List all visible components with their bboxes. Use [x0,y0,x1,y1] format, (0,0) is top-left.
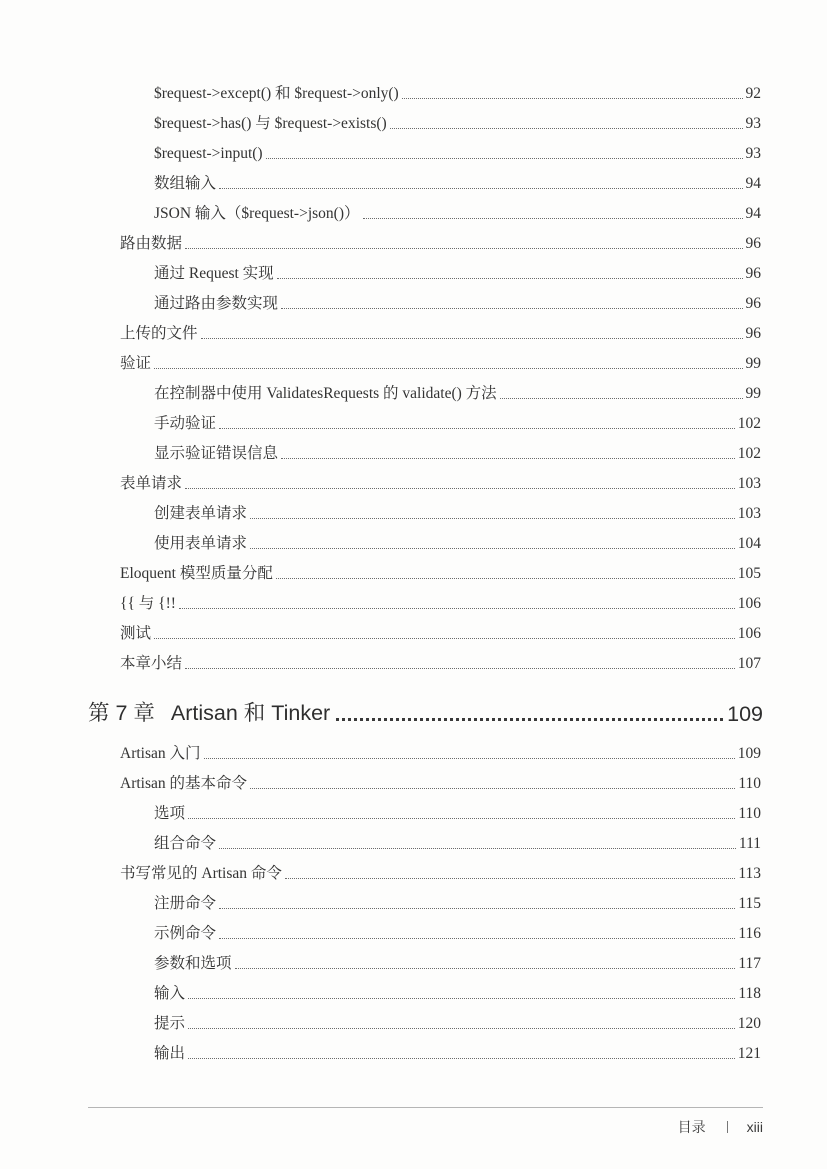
dot-leader [266,158,743,159]
toc-entry-page: 99 [745,385,761,402]
toc-entry-page: 113 [738,865,761,882]
dot-leader [201,338,743,339]
toc-entry-title: 路由数据 [120,235,183,252]
toc-entry[interactable] [154,920,761,944]
toc-entry[interactable] [120,650,761,674]
dot-leader [285,878,735,879]
toc-entry[interactable] [120,740,761,764]
toc-entry[interactable] [154,260,761,284]
dot-leader [390,128,743,129]
dot-leader [188,1028,735,1029]
toc-entry[interactable] [120,230,761,254]
toc-entry-page: 105 [737,565,761,582]
toc-entry-title: 创建表单请求 [154,505,248,522]
toc-entry-title: $request->except() 和 $request->only() [154,85,399,102]
dot-leader [219,938,735,939]
toc-entry[interactable] [154,410,761,434]
toc-entry-page: 102 [737,445,761,462]
toc-entry[interactable] [154,980,761,1004]
toc-entry-page: 110 [738,805,761,822]
toc-entry-title: 组合命令 [154,835,217,852]
toc-entry[interactable] [154,800,761,824]
toc-entry-page: 93 [745,115,761,132]
toc-entry[interactable] [154,140,761,164]
dot-leader [250,518,735,519]
toc-entry-page: 92 [745,85,761,102]
page-footer [678,1116,763,1138]
toc-entry[interactable] [120,350,761,374]
dot-leader [250,548,735,549]
toc-entry[interactable] [154,950,761,974]
footer-section-label: 目录 [677,1119,706,1135]
toc-entry-page: 106 [737,625,761,642]
toc-entry-title: Eloquent 模型质量分配 [120,565,273,582]
dot-leader [154,368,742,369]
dot-leader [336,718,723,721]
footer-separator [727,1121,728,1133]
toc-entry-page: 117 [738,955,761,972]
footer-divider [88,1107,763,1108]
toc-entry-page: 116 [738,925,761,942]
toc-entry[interactable] [154,1040,761,1064]
toc-entry-title: 测试 [120,625,152,642]
toc-entry-page: 99 [745,355,761,372]
toc-entry-title: 输出 [154,1045,186,1062]
toc-entry-title: 示例命令 [154,925,217,942]
toc-entry-title: $request->input() [154,145,263,162]
toc-entry-title: Artisan 的基本命令 [120,775,248,792]
toc-entry[interactable] [120,320,761,344]
toc-entry-title: 上传的文件 [120,325,198,342]
toc-entry-page: 121 [737,1045,761,1062]
toc-entry-page: 96 [745,235,761,252]
toc-entry-title: 手动验证 [154,415,217,432]
toc-entry-title: Artisan 入门 [120,745,201,762]
chapter-number: 第 7 章 [88,701,155,725]
dot-leader [402,98,743,99]
toc-entry-page: 115 [738,895,761,912]
toc-entry-page: 96 [745,265,761,282]
toc-entry[interactable] [154,440,761,464]
toc-entry[interactable] [154,1010,761,1034]
dot-leader [281,308,742,309]
toc-entry[interactable] [154,110,761,134]
toc-entry[interactable] [154,530,761,554]
toc-entry-title: 注册命令 [154,895,217,912]
toc-entry-title: 书写常见的 Artisan 命令 [120,865,282,882]
toc-entry-page: 110 [738,775,761,792]
dot-leader [219,188,742,189]
toc-entry-title: 输入 [154,985,186,1002]
toc-entry-title: JSON 输入（$request->json()） [154,205,360,222]
toc-entry-page: 120 [737,1015,761,1032]
toc-entry-title: $request->has() 与 $request->exists() [154,115,387,132]
dot-leader [188,1058,735,1059]
toc-entry-title: 显示验证错误信息 [154,445,279,462]
toc-entry[interactable] [154,890,761,914]
toc-entry-page: 102 [737,415,761,432]
dot-leader [219,428,735,429]
dot-leader [281,458,735,459]
toc-entry-title: 在控制器中使用 ValidatesRequests 的 validate() 方法 [154,385,497,402]
toc-entry[interactable] [120,860,761,884]
toc-entry-page: 94 [745,205,761,222]
toc-entry-page: 106 [737,595,761,612]
toc-entry[interactable] [154,380,761,404]
toc-entry-page: 94 [745,175,761,192]
toc-entry[interactable] [120,470,761,494]
toc-entry[interactable] [120,770,761,794]
dot-leader [250,788,735,789]
dot-leader [188,998,735,999]
dot-leader [154,638,735,639]
toc-entry-page: 111 [738,835,761,852]
toc-entry-page: 96 [745,295,761,312]
dot-leader [185,668,735,669]
toc-entry[interactable] [154,290,761,314]
toc-entry-page: 118 [738,985,761,1002]
dot-leader [235,968,736,969]
toc-entry-title: 本章小结 [120,655,183,672]
toc-entry[interactable] [154,830,761,854]
dot-leader [500,398,743,399]
toc-entry-title: 表单请求 [120,475,183,492]
dot-leader [185,488,735,489]
toc-entry-page: 103 [737,505,761,522]
toc-entry[interactable] [120,620,761,644]
toc-entry-title: 数组输入 [154,175,217,192]
toc-entry[interactable] [120,590,761,614]
dot-leader [363,218,743,219]
toc-entry[interactable] [154,80,761,104]
toc-entry-page: 109 [737,745,761,762]
toc-entry-title: 通过路由参数实现 [154,295,279,312]
toc-entry-title: {{ 与 {!! [120,595,176,612]
toc-entry[interactable] [154,500,761,524]
chapter-title: Artisan 和 Tinker [170,701,331,725]
toc-entry-page: 104 [737,535,761,552]
dot-leader [188,818,735,819]
footer-page-number: xiii [746,1119,763,1135]
toc-entry[interactable] [154,170,761,194]
dot-leader [204,758,735,759]
toc-entry-page: 107 [737,655,761,672]
toc-entry-title: 通过 Request 实现 [154,265,274,282]
dot-leader [179,608,735,609]
toc-entry-page: 103 [737,475,761,492]
chapter-page: 109 [727,702,763,726]
toc-entry-page: 93 [745,145,761,162]
toc-entry-title: 使用表单请求 [154,535,248,552]
toc-entry[interactable] [154,200,761,224]
toc-entry[interactable] [120,560,761,584]
dot-leader [219,848,736,849]
dot-leader [276,578,735,579]
toc-entry-title: 参数和选项 [154,955,232,972]
toc-entry-title: 选项 [154,805,186,822]
dot-leader [219,908,735,909]
dot-leader [277,278,743,279]
chapter-heading[interactable] [88,697,763,727]
toc-entry-page: 96 [745,325,761,342]
toc-entry-title: 验证 [120,355,152,372]
toc-entry-title: 提示 [154,1015,186,1032]
dot-leader [185,248,742,249]
